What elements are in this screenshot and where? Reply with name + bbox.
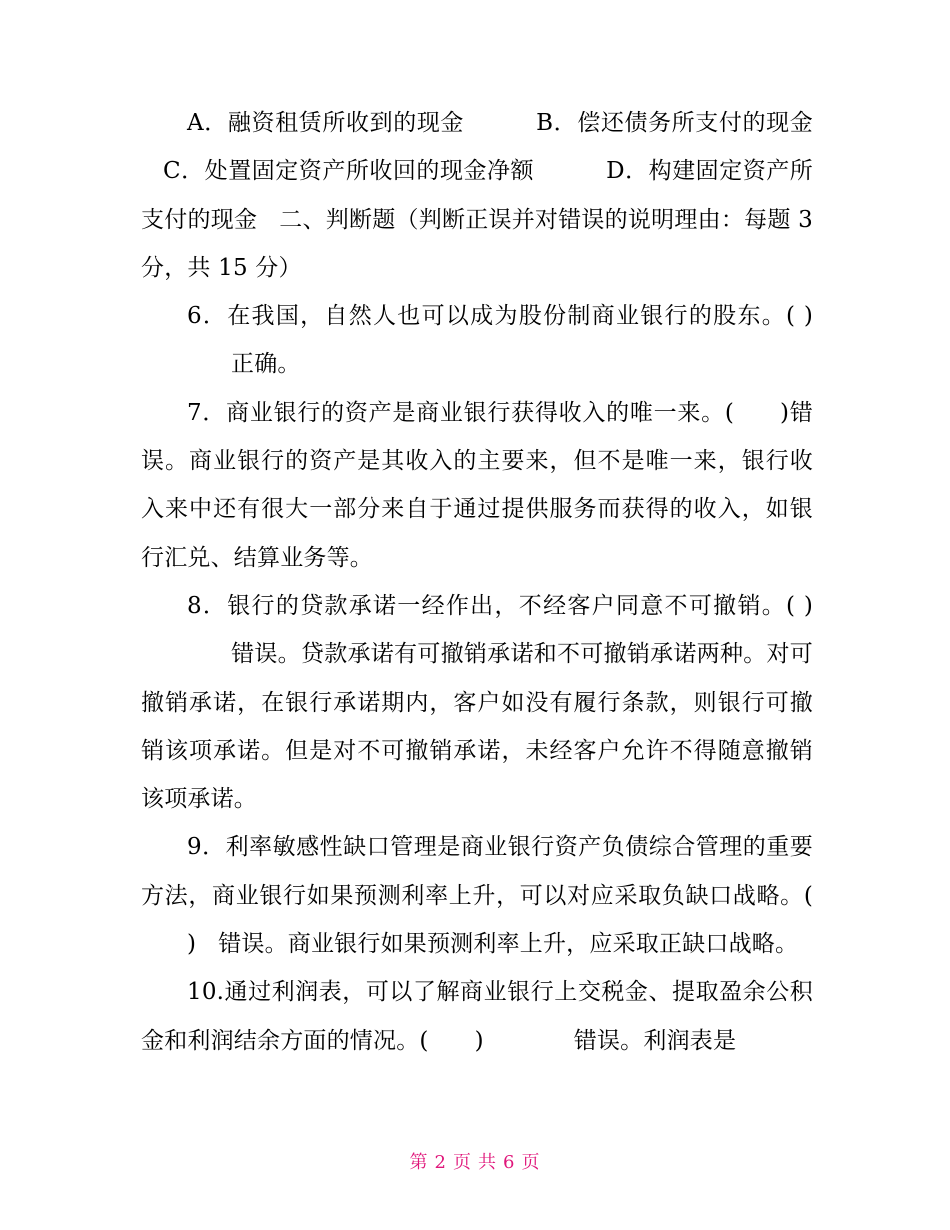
question-6-brackets: ( ): [786, 303, 814, 330]
question-8-text: 8．银行的贷款承诺一经作出，不经客户同意不可撤销。: [187, 592, 787, 619]
paragraph-question-7: [141, 389, 813, 582]
question-6-answer: 正确。: [231, 351, 301, 378]
question-8-answer: 错误。贷款承诺有可撤销承诺和不可撤销承诺两种。对可撤销承诺，在银行承诺期内，客户如没有履行条款，则银行可撤销该项承诺。但是对不可撤销承诺，未经客户允许不得随意撤销该项承诺。: [141, 641, 813, 813]
option-d: D．构建固定资产所支付的现金: [141, 158, 813, 233]
question-9-text: 9．利率敏感性缺口管理是商业银行资产负债综合管理的重要方法，商业银行如果预测利率上升，可以对应采取负缺口战略。(: [141, 834, 813, 909]
option-a: A．融资租赁所收到的现金: [187, 110, 465, 136]
question-7-bracket-close: ): [780, 399, 790, 426]
footer-page-number: 2: [434, 1152, 447, 1173]
option-c: C．处置固定资产所收回的现金净额: [163, 158, 535, 185]
paragraph-question-6: [141, 292, 813, 389]
question-9-bracket-close: ): [187, 931, 197, 958]
footer-total-pages: 6: [503, 1152, 516, 1173]
footer-label-ye: 页: [453, 1152, 472, 1173]
question-7-answer: 错误。商业银行的资产是其收入的主要来，但不是唯一来，银行收入来中还有很大一部分来自于通过提供服务而获得的收入，如银行汇兑、结算业务等。: [141, 399, 813, 571]
paragraph-question-10: [141, 968, 813, 1065]
document-body: [141, 99, 813, 1065]
question-6-text: 6．在我国，自然人也可以成为股份制商业银行的股东。: [187, 303, 787, 330]
option-b: B．偿还债务所支付的现金: [536, 110, 813, 136]
question-10-text: 10.通过利润表，可以了解商业银行上交税金、提取盈余公积金和利润结余方面的情况。(: [141, 979, 813, 1054]
question-9-answer: 错误。商业银行如果预测利率上升，应采取正缺口战略。: [218, 931, 799, 958]
footer-label-ye2: 页: [521, 1152, 541, 1173]
page-footer: [0, 1148, 950, 1174]
section-heading-true-false: 二、判断题（判断正误并对错误的说明理由：每题 3 分，共 15 分）: [141, 206, 813, 281]
footer-label-gong: 共: [478, 1152, 497, 1173]
question-10-bracket-close: ): [474, 1027, 484, 1054]
question-10-answer: 错误。利润表是: [573, 1027, 737, 1054]
paragraph-question-8: [141, 582, 813, 823]
paragraph-question-9: [141, 823, 813, 968]
paragraph-options-and-section-heading: [141, 99, 813, 292]
question-7-text: 7．商业银行的资产是商业银行获得收入的唯一来。(: [187, 399, 735, 426]
footer-label-di: 第: [409, 1152, 429, 1173]
question-8-brackets: ( ): [786, 592, 814, 619]
